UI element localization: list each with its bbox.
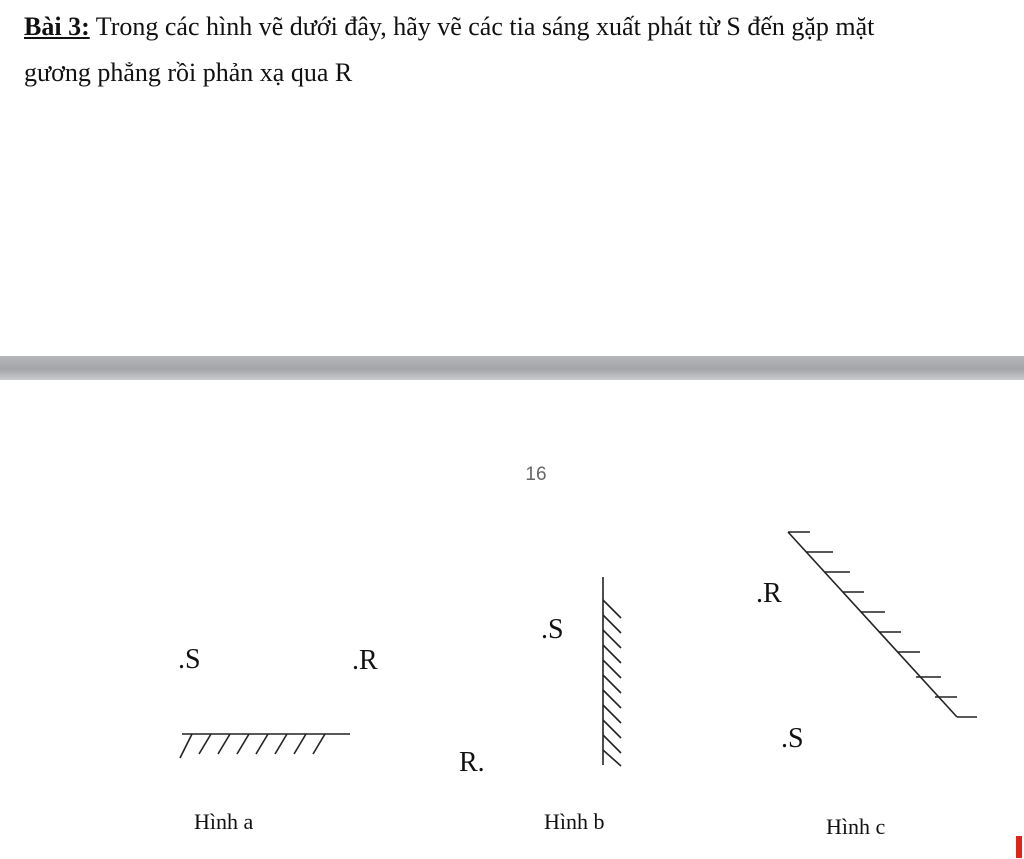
page-number: 16 (525, 464, 547, 485)
point-r-figure-c: .R (756, 578, 782, 609)
point-s-figure-b: .S (541, 614, 564, 645)
caption-figure-c: Hình c (826, 814, 886, 839)
exercise-label: Bài 3: (24, 12, 90, 41)
exercise-text-line-1: Trong các hình vẽ dưới đây, hãy vẽ các tia sáng xuất phát từ S đến gặp mặt (89, 12, 875, 41)
exercise-text-line-2: gương phẳng rồi phản xạ qua R (24, 58, 353, 87)
mirror-b (603, 577, 621, 766)
text-cursor-mark (1016, 836, 1022, 858)
point-s-figure-a: .S (178, 644, 201, 675)
mirror-a (180, 734, 350, 758)
caption-figure-a: Hình a (194, 809, 254, 834)
mirror-c-hatching (788, 532, 977, 717)
mirror-c (788, 532, 977, 717)
point-r-figure-a: .R (352, 645, 378, 676)
caption-figure-b: Hình b (544, 809, 605, 834)
point-r-figure-b: R. (459, 747, 485, 778)
mirror-b-hatching (603, 600, 621, 766)
point-s-figure-c: .S (781, 723, 804, 754)
mirror-a-hatching (180, 734, 325, 758)
